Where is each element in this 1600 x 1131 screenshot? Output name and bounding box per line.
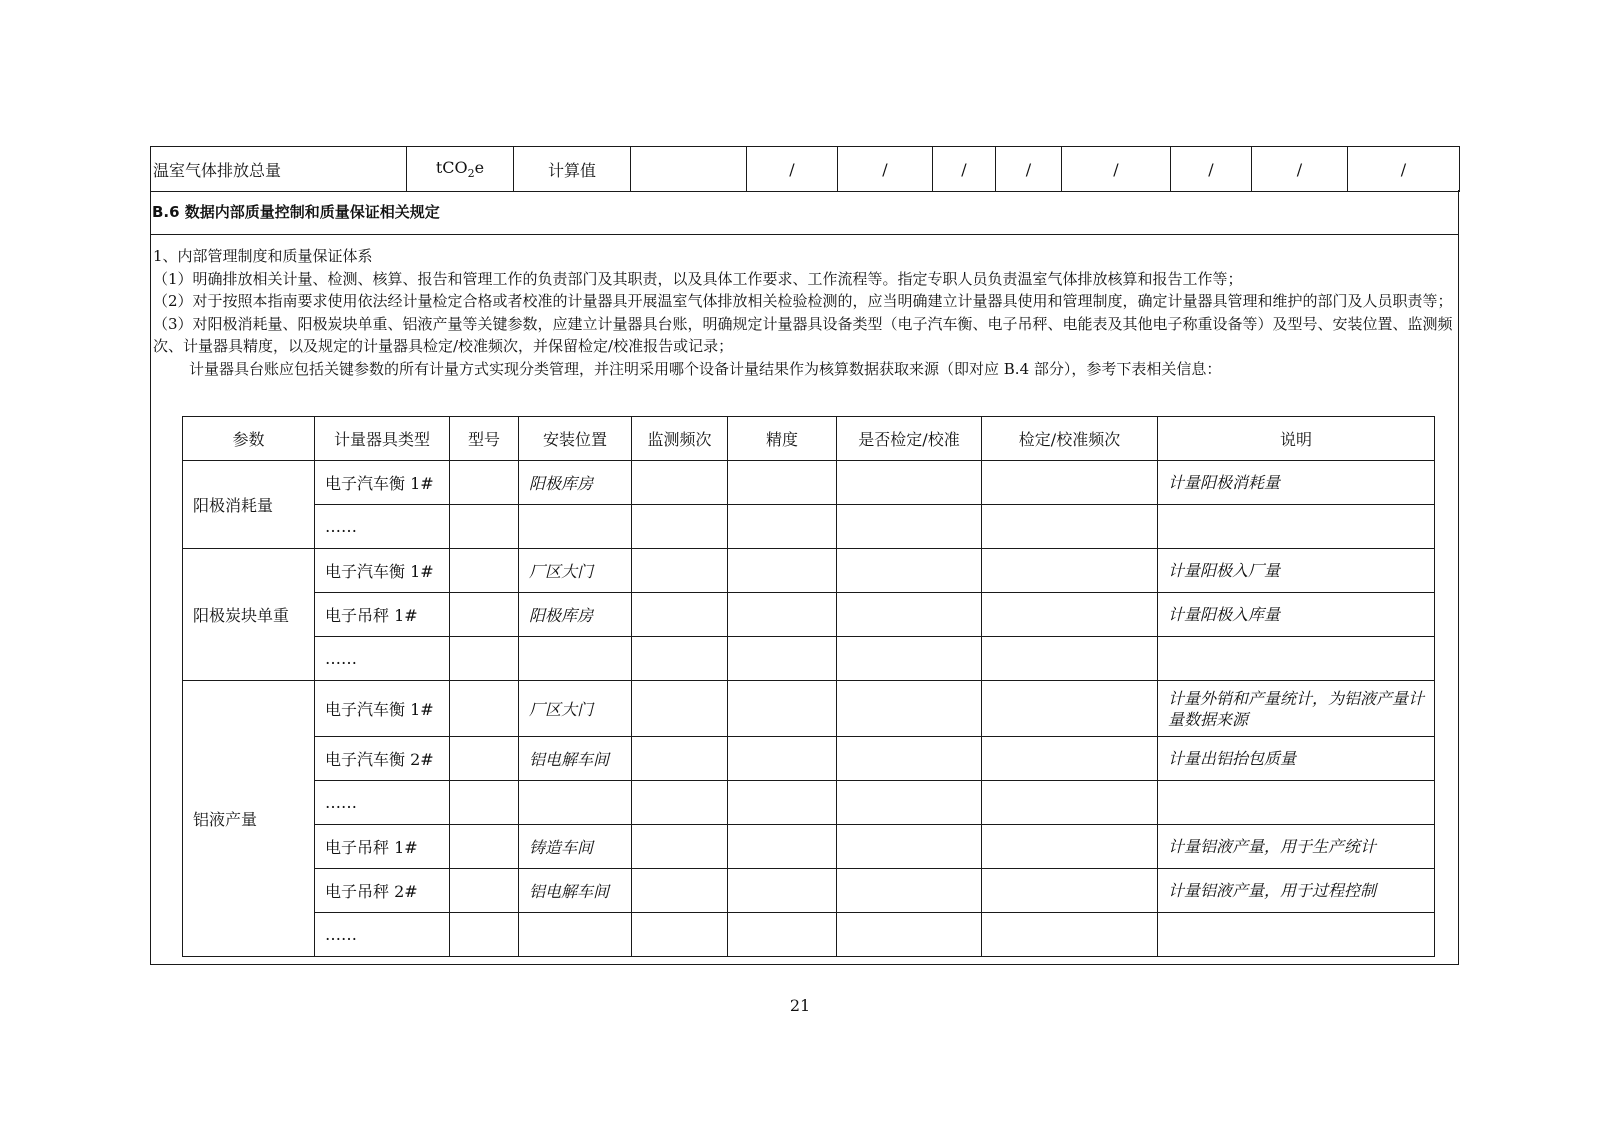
summary-cell: / [1171,147,1252,192]
location-cell: 厂区大门 [519,549,632,593]
type-cell: 电子汽车衡 2# [315,737,450,781]
location-cell: 阳极库房 [519,593,632,637]
note-cell: 计量外销和产量统计，为铝液产量计量数据来源 [1158,681,1435,737]
summary-cell: / [838,147,933,192]
location-cell [519,637,632,681]
note-cell: 计量阳极消耗量 [1158,461,1435,505]
table-row [183,461,1435,505]
parameter-cell: 阳极消耗量 [183,461,315,549]
summary-cell: / [933,147,996,192]
table-row [183,505,1435,549]
header-cell: 安装位置 [519,417,632,461]
summary-source: 计算值 [514,147,631,192]
header-cell: 精度 [728,417,837,461]
summary-cell: / [996,147,1062,192]
location-cell [519,913,632,957]
note-cell: 计量出铝抬包质量 [1158,737,1435,781]
location-cell: 阳极库房 [519,461,632,505]
header-cell: 是否检定/校准 [837,417,982,461]
header-row [183,417,1435,461]
table-row [183,825,1435,869]
type-cell: …… [315,913,450,957]
note-cell: 计量阳极入库量 [1158,593,1435,637]
summary-name: 温室气体排放总量 [151,147,407,192]
summary-cell: / [1348,147,1460,192]
table-row [183,549,1435,593]
type-cell: …… [315,505,450,549]
note-cell [1158,913,1435,957]
note-cell [1158,637,1435,681]
location-cell: 厂区大门 [519,681,632,737]
paragraph: （2）对于按照本指南要求使用依法经计量检定合格或者校准的计量器具开展温室气体排放相关检验检测的，应当明确建立计量器具使用和管理制度，确定计量器具管理和维护的部门及人员职责等； [153,292,1453,310]
table-row [183,737,1435,781]
table-row [183,681,1435,737]
emissions-summary-table [150,146,1460,192]
summary-unit: tCO$_2$e [407,147,514,192]
table-row [183,869,1435,913]
section-title: B.6 数据内部质量控制和质量保证相关规定 [151,190,1458,235]
parameter-cell: 铝液产量 [183,681,315,957]
header-cell: 检定/校准频次 [982,417,1158,461]
location-cell: 铝电解车间 [519,737,632,781]
note-cell [1158,781,1435,825]
parameter-cell: 阳极炭块单重 [183,549,315,681]
summary-cell: / [1252,147,1348,192]
header-cell: 说明 [1158,417,1435,461]
note-cell: 计量铝液产量，用于过程控制 [1158,869,1435,913]
table-row [183,781,1435,825]
paragraph: （3）对阳极消耗量、阳极炭块单重、铝液产量等关键参数，应建立计量器具台账，明确规定计量器具设备类型（电子汽车衡、电子吊秤、电能表及其他电子称重设备等）及型号、安装位置、监测频次、计量器具精度，以及规定的计量器具检定/校准频次，并保留检定/校准报告或记录； [153,314,1453,355]
location-cell [519,781,632,825]
summary-cell: / [1062,147,1171,192]
note-cell: 计量铝液产量，用于生产统计 [1158,825,1435,869]
table-row [183,913,1435,957]
header-cell: 型号 [450,417,519,461]
type-cell: …… [315,781,450,825]
paragraph: 1、内部管理制度和质量保证体系 [153,247,373,265]
location-cell: 铝电解车间 [519,869,632,913]
section-b6 [150,190,1459,965]
page-number: 21 [789,996,811,1015]
type-cell: 电子吊秤 1# [315,825,450,869]
location-cell: 铸造车间 [519,825,632,869]
header-cell: 参数 [183,417,315,461]
summary-blank-cell [631,147,747,192]
type-cell: 电子吊秤 2# [315,869,450,913]
type-cell: 电子吊秤 1# [315,593,450,637]
header-cell: 监测频次 [632,417,728,461]
paragraph: 计量器具台账应包括关键参数的所有计量方式实现分类管理，并注明采用哪个设备计量结果作为核算数据获取来源（即对应 B.4 部分），参考下表相关信息： [189,359,1222,378]
header-cell: 计量器具类型 [315,417,450,461]
location-cell [519,505,632,549]
section-body [151,235,1458,380]
type-cell: 电子汽车衡 1# [315,681,450,737]
instrument-ledger-table [182,416,1435,957]
table-row [183,593,1435,637]
note-cell [1158,505,1435,549]
paragraph: （1）明确排放相关计量、检测、核算、报告和管理工作的负责部门及其职责，以及具体工作要求、工作流程等。指定专职人员负责温室气体排放核算和报告工作等； [153,269,1243,288]
note-cell: 计量阳极入厂量 [1158,549,1435,593]
table-row [183,637,1435,681]
summary-row [151,147,1460,192]
type-cell: 电子汽车衡 1# [315,461,450,505]
type-cell: 电子汽车衡 1# [315,549,450,593]
type-cell: …… [315,637,450,681]
summary-cell: / [747,147,838,192]
